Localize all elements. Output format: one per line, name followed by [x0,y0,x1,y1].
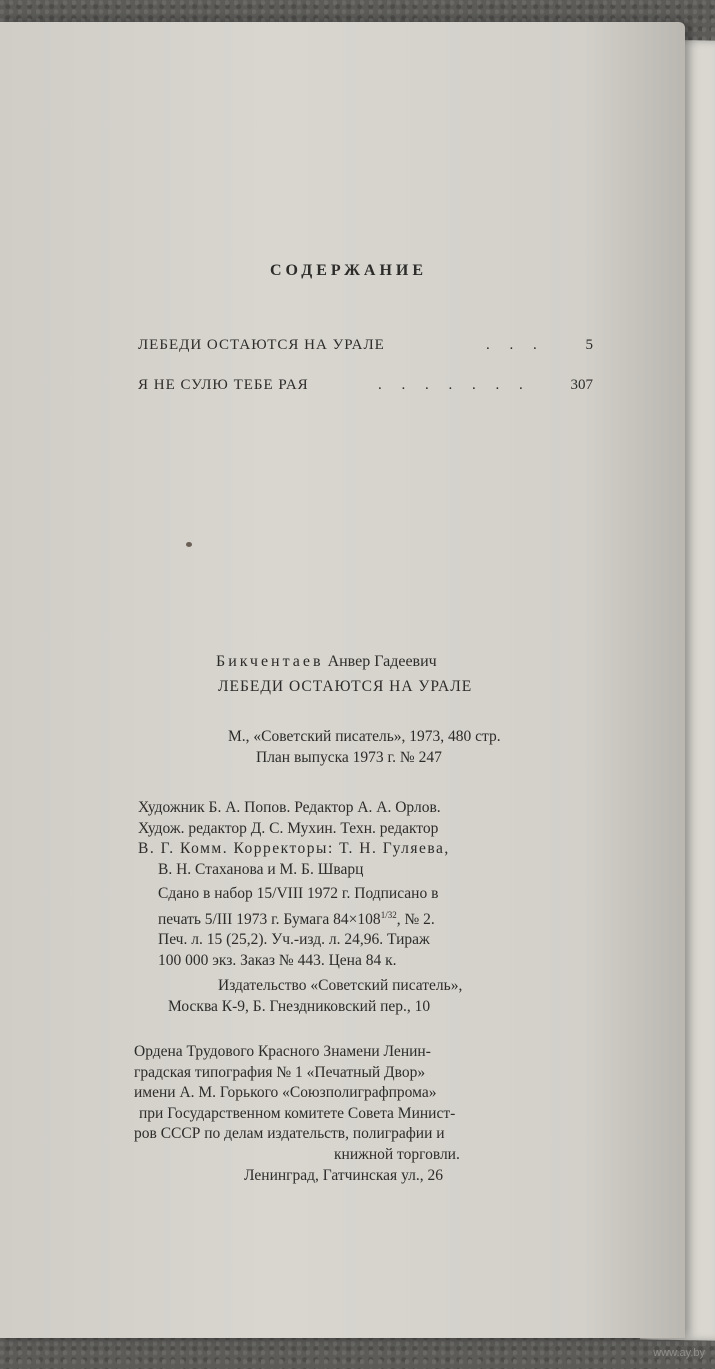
toc-entry-page: 5 [585,337,593,353]
publication-line: План выпуска 1973 г. № 247 [256,749,442,766]
credits-block [138,798,586,880]
toc-leader: . . . [486,337,545,353]
publisher-address [168,976,463,1017]
printing-line-part: , № 2. [396,910,435,928]
credits-line: В. Г. Комм. Корректоры: Т. Н. Гуляева, [138,840,450,857]
printing-line: Печ. л. 15 (25,2). Уч.-изд. л. 24,96. Тираж [158,931,430,949]
printer-line: градская типография № 1 «Печатный Двор» [134,1063,426,1081]
toc-leader: . . . . . . . [378,377,531,393]
printer-address [244,1166,443,1187]
publication-line: М., «Советский писатель», 1973, 480 стр. [228,728,501,745]
watermark: www.ay.by [653,1347,705,1359]
toc-entry [138,337,593,361]
author-surname: Бикчентаев [216,653,324,670]
book-page [0,22,685,1338]
printer-info [134,1042,460,1165]
credits-line: Худож. редактор Д. С. Мухин. Техн. редактор [138,819,439,837]
toc-entry-page: 307 [570,377,593,393]
printer-line: Ордена Трудового Красного Знамени Ленин- [134,1043,431,1060]
printing-line [158,905,438,931]
printing-line: Сдано в набор 15/VIII 1972 г. Подписано в [158,885,439,902]
toc-entry [138,377,593,401]
printer-line: при Государственном комитете Совета Минист- [139,1104,456,1122]
printer-line: ров СССР по делам издательств, полиграфии и [134,1125,445,1142]
book-title [218,677,472,698]
toc-entry-title: ЛЕБЕДИ ОСТАЮТСЯ НА УРАЛЕ [138,337,385,353]
paper-format-fraction: 1/32 [380,909,397,920]
printing-details [158,884,438,971]
toc-entry-title: Я НЕ СУЛЮ ТЕБЕ РАЯ [138,377,309,393]
book-title-text: ЛЕБЕДИ ОСТАЮТСЯ НА УРАЛЕ [218,678,473,695]
author-line [216,652,437,673]
publisher-line: Москва К-9, Б. Гнездниковский пер., 10 [168,997,431,1015]
printer-address-line: Ленинград, Гатчинская ул., 26 [244,1167,443,1184]
printer-line: книжной торговли. [334,1145,460,1163]
ink-spot [186,542,192,547]
contents-heading: СОДЕРЖАНИЕ [270,262,428,279]
publisher-line: Издательство «Советский писатель», [218,977,463,994]
credits-line: Художник Б. А. Попов. Редактор А. А. Орлов. [138,799,441,816]
author-name: Анвер Гадеевич [327,653,437,670]
credits-line: В. Н. Стаханова и М. Б. Шварц [158,860,364,878]
publication-info [228,727,501,748]
printer-line: имени А. М. Горького «Союзполиграфпрома» [134,1084,437,1101]
printing-line: 100 000 экз. Заказ № 443. Цена 84 к. [158,951,397,969]
publication-info [256,748,442,769]
printing-line-part: печать 5/III 1973 г. Бумага 84×108 [158,910,381,928]
